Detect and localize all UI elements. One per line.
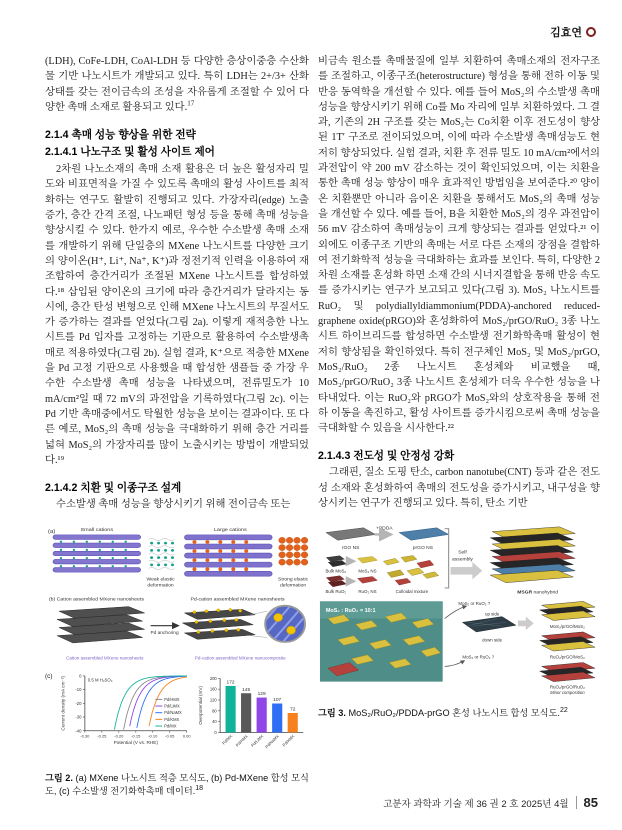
bar-category-label: Pd/MX bbox=[221, 733, 234, 747]
figure2-schematic bbox=[45, 524, 309, 662]
x-tick-label: -0.10 bbox=[148, 733, 158, 739]
pdda-label: +PDDA bbox=[375, 527, 393, 532]
question-bottom: MoS₂ or RuO₂ ? bbox=[462, 655, 495, 660]
panel-a-label: (a) bbox=[47, 529, 56, 536]
figure3-schematic bbox=[318, 523, 600, 695]
mixture-bracket bbox=[445, 529, 449, 588]
legend-label: Pd/KMX bbox=[164, 717, 180, 723]
y-tick-label: 200 bbox=[209, 676, 217, 682]
cation-mxene-stack bbox=[57, 607, 145, 643]
y-tick-label: 0 bbox=[214, 730, 217, 736]
minor-composition-label: Minor composition bbox=[550, 690, 585, 696]
legend-label: Pd/MX bbox=[164, 723, 177, 729]
electrolyte-annotation: 0.5 M H₂SO₄ bbox=[87, 678, 113, 684]
paragraph-ldh bbox=[45, 54, 309, 115]
small-cations-title: Small cations bbox=[80, 527, 114, 534]
bar-Pd/HMX bbox=[241, 694, 251, 733]
figure3-caption-label: 그림 3. bbox=[318, 708, 346, 719]
msgr-label: MSGR nanohybrid bbox=[517, 591, 559, 596]
paragraph-nanostructure bbox=[45, 162, 309, 468]
ruo2-ns-label: RuO₂ NS bbox=[358, 589, 377, 595]
lsv-polarization-chart bbox=[57, 669, 195, 765]
bar-value: 107 bbox=[273, 698, 282, 704]
rgo-sheet bbox=[326, 528, 375, 540]
y-tick-label: 120 bbox=[209, 697, 217, 703]
paragraph-text: 수소발생 촉매 성능을 향상시키기 위해 전이금속 또는 bbox=[56, 499, 291, 511]
bar-value: 145 bbox=[242, 688, 251, 694]
heading-2-1-4-2: 2.1.4.2 치환 및 이종구조 설계 bbox=[45, 482, 182, 495]
weak-label-2: deformation bbox=[147, 584, 174, 589]
rgo-label: rGO NS bbox=[341, 546, 360, 552]
legend-label: Pd/NaMX bbox=[164, 710, 182, 716]
caption-pd-cation-assembled: Pd-cation assembled MXene nanocomposite bbox=[194, 655, 286, 661]
author-name: 김효연 bbox=[550, 27, 582, 39]
bar-Pd/LiMX bbox=[257, 698, 267, 733]
journal-info: 고분자 과학과 기술 제 36 권 2 호 2025년 4월 bbox=[383, 798, 569, 810]
y-tick-label: -30 bbox=[75, 714, 82, 720]
up-arrow-curve bbox=[445, 606, 467, 618]
stack-ruo2-prgo-mos2 bbox=[540, 632, 595, 651]
figure2-caption-label: 그림 2. bbox=[45, 773, 73, 784]
prgo-label: prGO NS bbox=[412, 546, 434, 552]
msgr-stack bbox=[490, 527, 575, 583]
mos2-ns-label: MoS₂ NS bbox=[358, 569, 377, 574]
legend-label: Pd/LiMX bbox=[164, 703, 180, 709]
stack-ruo2-prgo-ruo2 bbox=[540, 663, 595, 682]
pd-anchoring-label: Pd anchoring bbox=[150, 630, 179, 636]
magnifier-line-top bbox=[250, 612, 267, 616]
down-arrow-curve bbox=[445, 661, 465, 667]
x-tick-label: -0.30 bbox=[80, 733, 90, 739]
paragraph-substitution bbox=[318, 54, 600, 436]
panel-b-right-title: Pd-cation assembled MXene nanosheets bbox=[190, 597, 285, 603]
bar-value: 129 bbox=[257, 692, 266, 698]
x-axis-label: Potential (V vs. RHE) bbox=[113, 740, 158, 746]
bar-category-label: Pd/NaMX bbox=[264, 733, 280, 750]
x-tick-label: -0.25 bbox=[97, 733, 107, 739]
weak-dot-grid bbox=[150, 542, 174, 567]
stack3-label: RuO₂/prGO/RuO₂ bbox=[549, 684, 585, 690]
paragraph-conductivity bbox=[318, 465, 600, 511]
stack-mos2-prgo-mos2 bbox=[540, 602, 595, 621]
footer-divider bbox=[576, 796, 577, 809]
mxene-layer-stack-small bbox=[53, 535, 141, 572]
strong-label-1: Strong elastic bbox=[278, 577, 309, 583]
figure-2 bbox=[45, 524, 309, 797]
y-tick-label: 80 bbox=[212, 708, 217, 714]
pd-mxene-stack bbox=[182, 610, 255, 640]
magnifier-line-bottom bbox=[250, 636, 267, 638]
mos2-ns-flake bbox=[358, 557, 378, 564]
left-column bbox=[45, 54, 309, 797]
bar-category-label: Pd/KMX bbox=[281, 733, 296, 748]
figure2-panel-c bbox=[45, 669, 309, 765]
self-assembly-arrow bbox=[451, 562, 483, 579]
bar-value: 72 bbox=[290, 707, 296, 713]
ratio-label: MoS₂ : RuO₂ = 10:1 bbox=[325, 608, 376, 615]
author-header bbox=[550, 24, 596, 40]
bar-value: 172 bbox=[226, 680, 235, 686]
figure2-caption bbox=[45, 772, 309, 797]
self-assembly-label-2: assembly bbox=[452, 557, 473, 563]
reference-18: 18 bbox=[195, 784, 204, 792]
y-axis-label: Overpotential (mV) bbox=[197, 686, 203, 726]
bar-Pd/MX bbox=[226, 686, 236, 733]
strong-label-2: deformation bbox=[279, 584, 307, 589]
figure2-caption-text: (a) MXene 나노시트 적층 모식도, (b) Pd-MXene 합성 모식도, (c) 수소발생 전기화학촉매 데이터. bbox=[45, 773, 309, 796]
flip-arrow bbox=[518, 617, 534, 630]
paragraph-text: (LDH), CoFe-LDH, CoAl-LDH 등 다양한 층상이중층 수산화물 기반 나노시트가 개발되고 있다. 특히 LDH는 2+/3+ 산화 상태를 갖는 전이금속의 조성을 자유롭게 조절할 수 있어 다양한 촉매 소재로 활용되고 있다. bbox=[45, 56, 309, 113]
stack2-label: RuO₂/prGO/MoS₂ bbox=[549, 655, 585, 660]
page-footer bbox=[383, 795, 598, 810]
colloidal-mixture-label: Colloidal mixture bbox=[395, 589, 429, 595]
figure3-caption-text: MoS₂/RuO₂/PDDA-prGO 혼성 나노시트 합성 모식도. bbox=[345, 708, 560, 719]
up-side-label: up side bbox=[484, 612, 500, 617]
figure-3 bbox=[318, 523, 600, 720]
right-column bbox=[318, 54, 600, 797]
orcid-icon bbox=[586, 27, 596, 37]
y-tick-label: 0 bbox=[79, 673, 82, 679]
caption-cation-assembled: Cation assembled MXene nanosheets bbox=[66, 655, 144, 661]
down-side-label: down side bbox=[482, 637, 503, 643]
prgo-sheet bbox=[399, 528, 448, 540]
y-axis-label: Current density (mA cm⁻²) bbox=[60, 676, 66, 731]
legend-label: Pd/HMX bbox=[164, 697, 180, 703]
colloidal-mixture-flakes bbox=[383, 556, 438, 586]
y-tick-label: -40 bbox=[75, 728, 82, 734]
y-tick-label: 160 bbox=[209, 687, 217, 693]
reference-17: 17 bbox=[187, 99, 195, 108]
y-tick-label: 40 bbox=[212, 719, 217, 725]
heading-2-1-4: 2.1.4 촉매 성능 향상을 위한 전략 bbox=[45, 129, 196, 142]
weak-label-1: Weak elastic bbox=[146, 577, 175, 583]
x-tick-label: -0.15 bbox=[131, 733, 141, 739]
page-number: 85 bbox=[583, 795, 598, 810]
y-tick-label: -10 bbox=[75, 687, 82, 693]
bar-category-label: Pd/HMX bbox=[234, 733, 249, 749]
y-tick-label: -20 bbox=[75, 701, 82, 707]
paragraph-text: 그래핀, 질소 도핑 탄소, carbon nanotube(CNT) 등과 같은 전도성 소재와 혼성화하여 촉매의 전도성을 증가시키고, 내구성을 향상시키는 연구가 진행되고 있다. 특히, 탄소 기반 bbox=[318, 467, 600, 510]
panel-c-label: (c) bbox=[45, 673, 53, 681]
paragraph-substitution-intro bbox=[45, 497, 309, 512]
reference-22: 22 bbox=[559, 707, 568, 715]
heading-2-1-4-1: 2.1.4.1 나노구조 및 활성 사이트 제어 bbox=[45, 146, 215, 159]
stack1-label: MoS₂/prGO/MoS₂ bbox=[549, 624, 585, 630]
large-cations-title: Large cations bbox=[213, 527, 247, 534]
overpotential-bar-chart bbox=[195, 669, 309, 765]
strong-dot-grid bbox=[279, 538, 308, 566]
bar-Pd/NaMX bbox=[272, 704, 282, 733]
question-top: MoS₂ or RuO₂ ? bbox=[458, 601, 491, 607]
ruo2-ns-flake bbox=[358, 577, 378, 584]
mxene-layer-stack-large bbox=[184, 535, 272, 576]
bulk-mos2-label: Bulk MoS₂ bbox=[325, 569, 347, 574]
figure3-caption bbox=[318, 707, 600, 720]
paragraph-text: 비금속 원소를 촉매물질에 일부 치환하여 촉매소재의 전자구조를 조절하고, 이종구조(heterostructure) 형성을 통해 전하 이동 및 반응 동역학을 개선할 수 있다. 예를 들어 MoS₂의 수소발생 촉매 성능을 향상시키기 위해 Co를 Mo 자리에 일부 치환하였다. 그 결과, 기존의 2H 구조를 갖는 MoS₂는 Co치환 이후 전도성이 향상된 1T′ 구조로 전이되었으며, 이에 따라 수소발생 촉매성능도 현저히 향상되었다. 실험 결과, 치환 후 전류 밀도 10 mA/cm²에서의 과전압이 약 200 mV 감소하는 것이 확인되었으며, 이는 치환을 통한 촉매 성능 향상이 매우 효과적인 방법임을 보여준다.²⁰ 양이온 치환뿐만 아니라 음이온 치환을 통해서도 MoS₂의 촉매 성능을 개선할 수 있다. 예를 들어, B을 치환한 MoS₂의 경우 과전압이 56 mV 감소하여 촉매성능이 크게 향상되는 결과를 얻었다.²¹ 이외에도 이종구조 기반의 촉매는 서로 다른 소재의 장점을 결합하여 전기화학적 성능을 극대화하는 효과를 보인다. 특히, 다양한 2차원 소재를 혼성화 하면 소재 간의 시너지결합을 통해 반응 속도를 증가시키는 연구가 보고되고 있다(그림 3). MoS₂ 나노시트를 RuO₂ 및 polydiallyldiammonium(PDDA)-anchored reduced-graphene oxide(pRGO)와 혼성화하여 MoS₂/prGO/RuO₂ 3종 나노시트 하이브리드를 합성하면 수소발생 전기화학촉매 활성이 현저히 향상됨을 확인하였다. 특히 전구체인 MoS₂ 및 MoS₂/prGO, MoS₂/RuO₂ 2종 나노시트 혼성체와 비교했을 때, MoS₂/prGO/RuO₂ 3종 나노시트 혼성체가 더욱 우수한 성능을 나타내었다. 이는 RuO₂와 pRGO가 MoS₂와의 상호작용을 통해 전하 이동을 촉진하고, 활성 사이트를 증가시킴으로써 촉매 성능을 극대화할 수 있음을 시사한다.²² bbox=[318, 56, 600, 435]
panel-b-left-title: (b) Cation assembled MXene nanosheets bbox=[48, 597, 144, 603]
self-assembly-label-1: Self bbox=[458, 550, 467, 556]
paragraph-text: 2차원 나노소재의 촉매 소재 활용은 더 높은 활성자리 밀도와 비표면적을 가질 수 있도록 촉매의 활성 사이트를 최적화하는 연구도 활발히 진행되고 있다. 가장자리(edge) 노출 증가, 층간 간격 조절, 나노패턴 형성 등을 통해 촉매 성능을 향상시킬 수 있다. 한가지 예로, 우수한 수소발생 촉매 소재를 개발하기 위해 단일층의 MXene 나노시트를 다양한 크기의 양이온(H⁺, Li⁺, Na⁺, K⁺)과 정전기적 인력을 이용하여 재조합하여 층간거리가 조절된 MXene 나노시트를 합성하였다.¹⁸ 삽입된 양이온의 크기에 따라 층간거리가 달라지는 동시에, 층간 탄성 변형으로 인해 MXene 나노시트의 무질서도가 증가하는 결과를 얻었다(그림 2a). 이렇게 재적층한 나노시트를 Pd 입자를 고정하는 기판으로 활용하여 수소발생촉매로 적용하였다(그림 2b). 실험 결과, K⁺으로 적층한 MXene을 Pd 고정 기판으로 사용했을 때 합성한 샘플들 중 가장 우수한 수소발생 촉매 성능을 나타냈으며, 전류밀도가 10 mA/cm²일 때 72 mV의 과전압을 기록하였다(그림 2c). 이는 Pd 기반 촉매중에서도 탁월한 성능을 보이는 결과이다. 또 다른 예로, MoS₂의 촉매 성능을 극대화하기 위해 층간 거리를 넓혀 MoS₂의 가장자리를 많이 노출시키는 방법이 개발되었다.¹⁹ bbox=[45, 164, 309, 466]
heading-2-1-4-3: 2.1.4.3 전도성 및 안정성 강화 bbox=[318, 450, 455, 463]
x-tick-label: -0.05 bbox=[165, 733, 175, 739]
x-tick-label: -0.20 bbox=[114, 733, 124, 739]
bar-Pd/KMX bbox=[288, 713, 298, 732]
bar-category-label: Pd/LiMX bbox=[249, 733, 265, 749]
x-tick-label: 0.00 bbox=[182, 733, 191, 739]
bulk-ruo2-label: Bulk RuO₂ bbox=[325, 589, 347, 595]
